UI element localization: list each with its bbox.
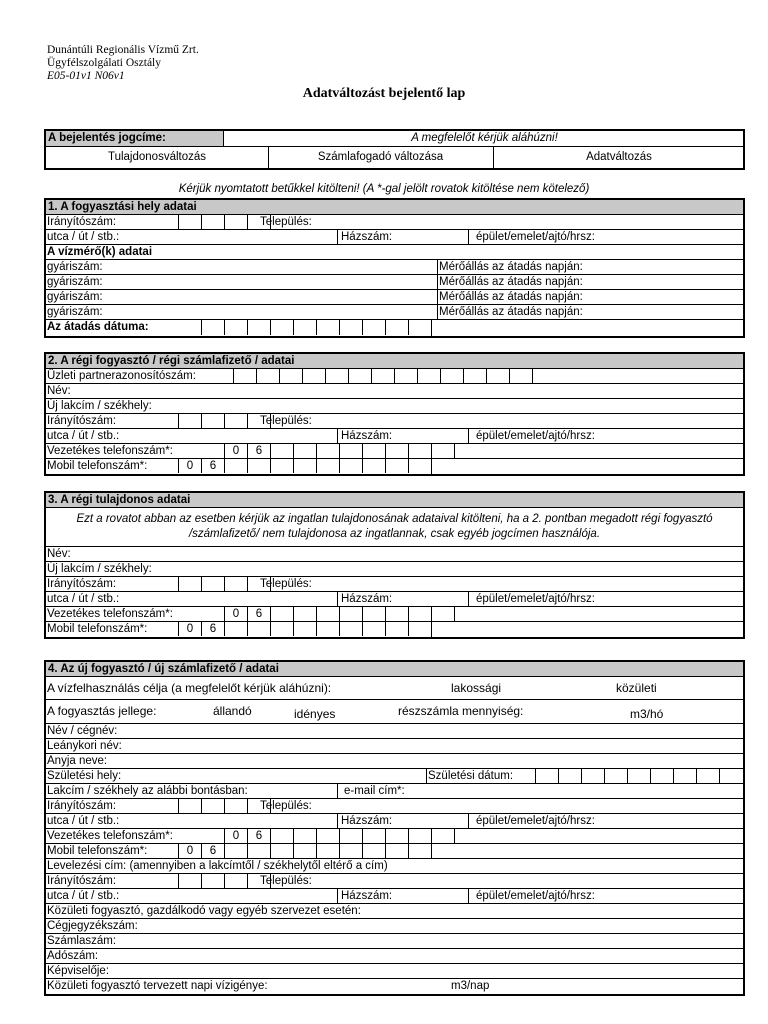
phone-box[interactable] <box>270 622 293 636</box>
phone-box[interactable] <box>339 459 362 473</box>
zip-box[interactable] <box>201 414 224 428</box>
phone-box[interactable] <box>408 622 431 636</box>
mobile-digit-6: 6 <box>201 844 224 858</box>
zip-box[interactable] <box>224 577 247 591</box>
birth-date-box[interactable] <box>673 769 696 783</box>
birth-place-label: Születési hely: <box>47 770 122 782</box>
landline-label: Vezetékes telefonszám*: <box>47 830 173 842</box>
city-label: Település: <box>260 875 312 887</box>
zip-box[interactable] <box>201 215 224 229</box>
building-label: épület/emelet/ajtó/hrsz: <box>476 231 595 243</box>
street-label: utca / út / stb.: <box>47 231 120 243</box>
phone-box[interactable] <box>431 829 454 843</box>
phone-box[interactable] <box>316 459 339 473</box>
partial-bill-label: részszámla mennyiség: <box>398 704 524 718</box>
phone-box[interactable] <box>385 622 408 636</box>
phone-box[interactable] <box>339 829 362 843</box>
section-3 <box>44 491 745 639</box>
reason-option-owner[interactable]: Tulajdonosváltozás <box>107 151 207 163</box>
tax-number-label: Adószám: <box>47 950 99 962</box>
date-box[interactable] <box>316 320 339 335</box>
zip-box[interactable] <box>224 874 247 888</box>
date-box[interactable] <box>270 320 293 335</box>
zip-label: Irányítószám: <box>47 216 117 228</box>
section-2-title: 2. A régi fogyasztó / régi számlafizető / adatai <box>48 355 295 367</box>
zip-label: Irányítószám: <box>47 578 117 590</box>
zip-box[interactable] <box>201 874 224 888</box>
section-3-title: 3. A régi tulajdonos adatai <box>48 494 191 506</box>
partner-id-box[interactable] <box>256 369 279 383</box>
date-box[interactable] <box>362 320 385 335</box>
meter-reading-label: Mérőállás az átadás napján: <box>439 306 583 318</box>
phone-box[interactable] <box>385 844 408 858</box>
phone-box[interactable] <box>316 844 339 858</box>
serial-label: gyáriszám: <box>47 276 103 288</box>
phone-box[interactable] <box>408 459 431 473</box>
unit-m3-per-month: m3/hó <box>630 707 664 721</box>
partner-id-box[interactable] <box>394 369 417 383</box>
department-name: Ügyfélszolgálati Osztály <box>47 57 162 69</box>
phone-box[interactable] <box>362 459 385 473</box>
phone-box[interactable] <box>293 607 316 621</box>
reason-option-data[interactable]: Adatváltozás <box>586 151 652 163</box>
phone-box[interactable] <box>408 444 431 458</box>
zip-box[interactable] <box>178 874 201 888</box>
house-label: Házszám: <box>341 231 393 243</box>
account-number-label: Számlaszám: <box>47 935 117 947</box>
phone-box[interactable] <box>293 622 316 636</box>
zip-box[interactable] <box>224 414 247 428</box>
partner-id-box[interactable] <box>486 369 509 383</box>
mailing-address-label: Levelezési cím: (amennyiben a lakcímtől / székhelytől eltérő a cím) <box>47 860 388 872</box>
nature-option-permanent[interactable]: állandó <box>213 704 252 718</box>
phone-box[interactable] <box>339 844 362 858</box>
phone-box[interactable] <box>224 622 247 636</box>
unit-m3-per-day: m3/nap <box>451 980 490 992</box>
birth-date-box[interactable] <box>719 769 745 783</box>
mother-name-label: Anyja neve: <box>47 755 108 767</box>
phone-box[interactable] <box>247 622 270 636</box>
zip-label: Irányítószám: <box>47 800 117 812</box>
phone-box[interactable] <box>270 444 293 458</box>
phone-box[interactable] <box>270 607 293 621</box>
birth-date-box[interactable] <box>650 769 673 783</box>
purpose-option-public[interactable]: közületi <box>616 681 657 695</box>
partner-id-label: Üzleti partnerazonosítószám: <box>47 370 196 382</box>
birth-date-box[interactable] <box>535 769 558 783</box>
phone-box[interactable] <box>362 844 385 858</box>
landline-digit-0: 0 <box>224 607 247 621</box>
mobile-label: Mobil telefonszám*: <box>47 623 148 635</box>
meter-reading-label: Mérőállás az átadás napján: <box>439 276 583 288</box>
phone-box[interactable] <box>224 459 247 473</box>
name-label: Név: <box>47 385 71 397</box>
date-box[interactable] <box>224 320 247 335</box>
phone-box[interactable] <box>339 607 362 621</box>
meter-reading-label: Mérőállás az átadás napján: <box>439 291 583 303</box>
date-box[interactable] <box>339 320 362 335</box>
phone-box[interactable] <box>247 844 270 858</box>
representative-label: Képviselője: <box>47 965 110 977</box>
partner-id-box[interactable] <box>463 369 486 383</box>
partner-id-box[interactable] <box>417 369 440 383</box>
house-label: Házszám: <box>341 890 393 902</box>
street-label: utca / út / stb.: <box>47 593 120 605</box>
handover-date-label: Az átadás dátuma: <box>47 321 149 333</box>
house-label: Házszám: <box>341 593 393 605</box>
purpose-option-residential[interactable]: lakossági <box>451 681 502 695</box>
phone-box[interactable] <box>293 844 316 858</box>
name-label: Név: <box>47 548 71 560</box>
birth-date-box[interactable] <box>604 769 627 783</box>
zip-box[interactable] <box>224 799 247 813</box>
date-box[interactable] <box>247 320 270 335</box>
phone-box[interactable] <box>431 607 454 621</box>
landline-digit-0: 0 <box>224 444 247 458</box>
phone-box[interactable] <box>385 829 408 843</box>
phone-box[interactable] <box>224 844 247 858</box>
daily-water-need-label: Közületi fogyasztó tervezett napi vízigénye: <box>47 980 268 992</box>
partner-id-box[interactable] <box>371 369 394 383</box>
phone-box[interactable] <box>362 444 385 458</box>
birth-date-box[interactable] <box>558 769 581 783</box>
mobile-digit-6: 6 <box>201 459 224 473</box>
building-label: épület/emelet/ajtó/hrsz: <box>476 890 595 902</box>
phone-box[interactable] <box>293 444 316 458</box>
phone-box[interactable] <box>385 607 408 621</box>
page-title: Adatváltozást bejelentő lap <box>302 86 466 101</box>
birth-date-box[interactable] <box>627 769 650 783</box>
phone-box[interactable] <box>385 459 408 473</box>
date-box[interactable] <box>293 320 316 335</box>
partner-id-box[interactable] <box>348 369 371 383</box>
birth-date-box[interactable] <box>581 769 604 783</box>
house-label: Házszám: <box>341 430 393 442</box>
form-code: E05-01v1 N06v1 <box>47 70 125 82</box>
partner-id-box[interactable] <box>279 369 302 383</box>
serial-label: gyáriszám: <box>47 306 103 318</box>
building-label: épület/emelet/ajtó/hrsz: <box>476 815 595 827</box>
zip-box[interactable] <box>178 215 201 229</box>
mobile-digit-0: 0 <box>178 844 201 858</box>
zip-label: Irányítószám: <box>47 415 117 427</box>
purpose-label: A vízfelhasználás célja (a megfelelőt kérjük aláhúzni): <box>47 681 332 695</box>
landline-digit-6: 6 <box>247 829 270 843</box>
landline-digit-0: 0 <box>224 829 247 843</box>
nature-label: A fogyasztás jellege: <box>47 704 157 718</box>
mobile-label: Mobil telefonszám*: <box>47 845 148 857</box>
phone-box[interactable] <box>247 459 270 473</box>
section-2 <box>44 352 745 476</box>
partner-id-box[interactable] <box>325 369 348 383</box>
reason-box <box>44 129 745 170</box>
mobile-digit-0: 0 <box>178 622 201 636</box>
birth-date-label: Születési dátum: <box>428 770 514 782</box>
phone-box[interactable] <box>316 444 339 458</box>
serial-label: gyáriszám: <box>47 261 103 273</box>
partner-id-box[interactable] <box>233 369 256 383</box>
building-label: épület/emelet/ajtó/hrsz: <box>476 593 595 605</box>
landline-digit-6: 6 <box>247 607 270 621</box>
registration-number-label: Cégjegyzékszám: <box>47 920 138 932</box>
phone-box[interactable] <box>362 829 385 843</box>
org-note: Közületi fogyasztó, gazdálkodó vagy egyéb szervezet esetén: <box>47 905 361 917</box>
mobile-digit-6: 6 <box>201 622 224 636</box>
company-name-label: Név / cégnév: <box>47 725 118 737</box>
phone-box[interactable] <box>362 607 385 621</box>
partner-id-box[interactable] <box>509 369 532 383</box>
zip-box[interactable] <box>201 577 224 591</box>
reason-option-payer[interactable]: Számlafogadó változása <box>317 151 444 163</box>
mobile-digit-0: 0 <box>178 459 201 473</box>
zip-box[interactable] <box>224 215 247 229</box>
landline-label: Vezetékes telefonszám*: <box>47 608 173 620</box>
zip-box[interactable] <box>201 799 224 813</box>
landline-digit-6: 6 <box>247 444 270 458</box>
house-label: Házszám: <box>341 815 393 827</box>
company-name: Dunántúli Regionális Vízmű Zrt. <box>47 44 199 56</box>
phone-box[interactable] <box>362 622 385 636</box>
serial-label: gyáriszám: <box>47 291 103 303</box>
phone-box[interactable] <box>408 829 431 843</box>
zip-box[interactable] <box>178 414 201 428</box>
meters-title: A vízmérő(k) adatai <box>47 246 153 258</box>
section-4-title: 4. Az új fogyasztó / új számlafizető / adatai <box>48 663 279 675</box>
zip-box[interactable] <box>178 799 201 813</box>
city-label: Település: <box>260 216 312 228</box>
maiden-name-label: Leánykori név: <box>47 740 122 752</box>
birth-date-box[interactable] <box>696 769 719 783</box>
landline-label: Vezetékes telefonszám*: <box>47 445 173 457</box>
date-box[interactable] <box>385 320 408 335</box>
partner-id-box[interactable] <box>302 369 325 383</box>
fill-instruction: Kérjük nyomtatott betűkkel kitölteni! (A *-gal jelölt rovatok kitöltése nem kötelező) <box>178 183 590 195</box>
section-3-note: Ezt a rovatot abban az esetben kérjük az ingatlan tulajdonosának adataival kitölteni, ha a 2. pontban megadott régi fogyasztó /számlafizető/ nem tulajdonosa az ingatlannak, csak egyéb jogcímen használója. <box>46 508 743 547</box>
phone-box[interactable] <box>339 444 362 458</box>
street-label: utca / út / stb.: <box>47 815 120 827</box>
phone-box[interactable] <box>316 607 339 621</box>
phone-box[interactable] <box>339 622 362 636</box>
section-1-title: 1. A fogyasztási hely adatai <box>48 201 197 213</box>
email-label: e-mail cím*: <box>344 785 405 797</box>
mobile-label: Mobil telefonszám*: <box>47 460 148 472</box>
section-1 <box>44 198 745 338</box>
phone-box[interactable] <box>270 459 293 473</box>
building-label: épület/emelet/ajtó/hrsz: <box>476 430 595 442</box>
new-address-label: Új lakcím / székhely: <box>47 563 152 575</box>
phone-box[interactable] <box>293 829 316 843</box>
phone-box[interactable] <box>270 844 293 858</box>
street-label: utca / út / stb.: <box>47 890 120 902</box>
date-box[interactable] <box>408 320 431 335</box>
phone-box[interactable] <box>316 622 339 636</box>
new-address-label: Új lakcím / székhely: <box>47 400 152 412</box>
zip-box[interactable] <box>178 577 201 591</box>
city-label: Település: <box>260 578 312 590</box>
section-4 <box>44 660 745 996</box>
phone-box[interactable] <box>408 844 431 858</box>
phone-box[interactable] <box>316 829 339 843</box>
reason-instruction: A megfelelőt kérjük aláhúzni! <box>411 132 558 144</box>
city-label: Település: <box>260 800 312 812</box>
address-breakdown-label: Lakcím / székhely az alábbi bontásban: <box>47 785 248 797</box>
partner-id-box[interactable] <box>440 369 463 383</box>
nature-option-seasonal[interactable]: idényes <box>294 707 336 721</box>
phone-box[interactable] <box>385 444 408 458</box>
street-label: utca / út / stb.: <box>47 430 120 442</box>
zip-label: Irányítószám: <box>47 875 117 887</box>
phone-box[interactable] <box>431 444 454 458</box>
date-box[interactable] <box>201 320 224 335</box>
phone-box[interactable] <box>293 459 316 473</box>
phone-box[interactable] <box>408 607 431 621</box>
phone-box[interactable] <box>270 829 293 843</box>
reason-label: A bejelentés jogcíme: <box>48 132 166 144</box>
meter-reading-label: Mérőállás az átadás napján: <box>439 261 583 273</box>
city-label: Település: <box>260 415 312 427</box>
